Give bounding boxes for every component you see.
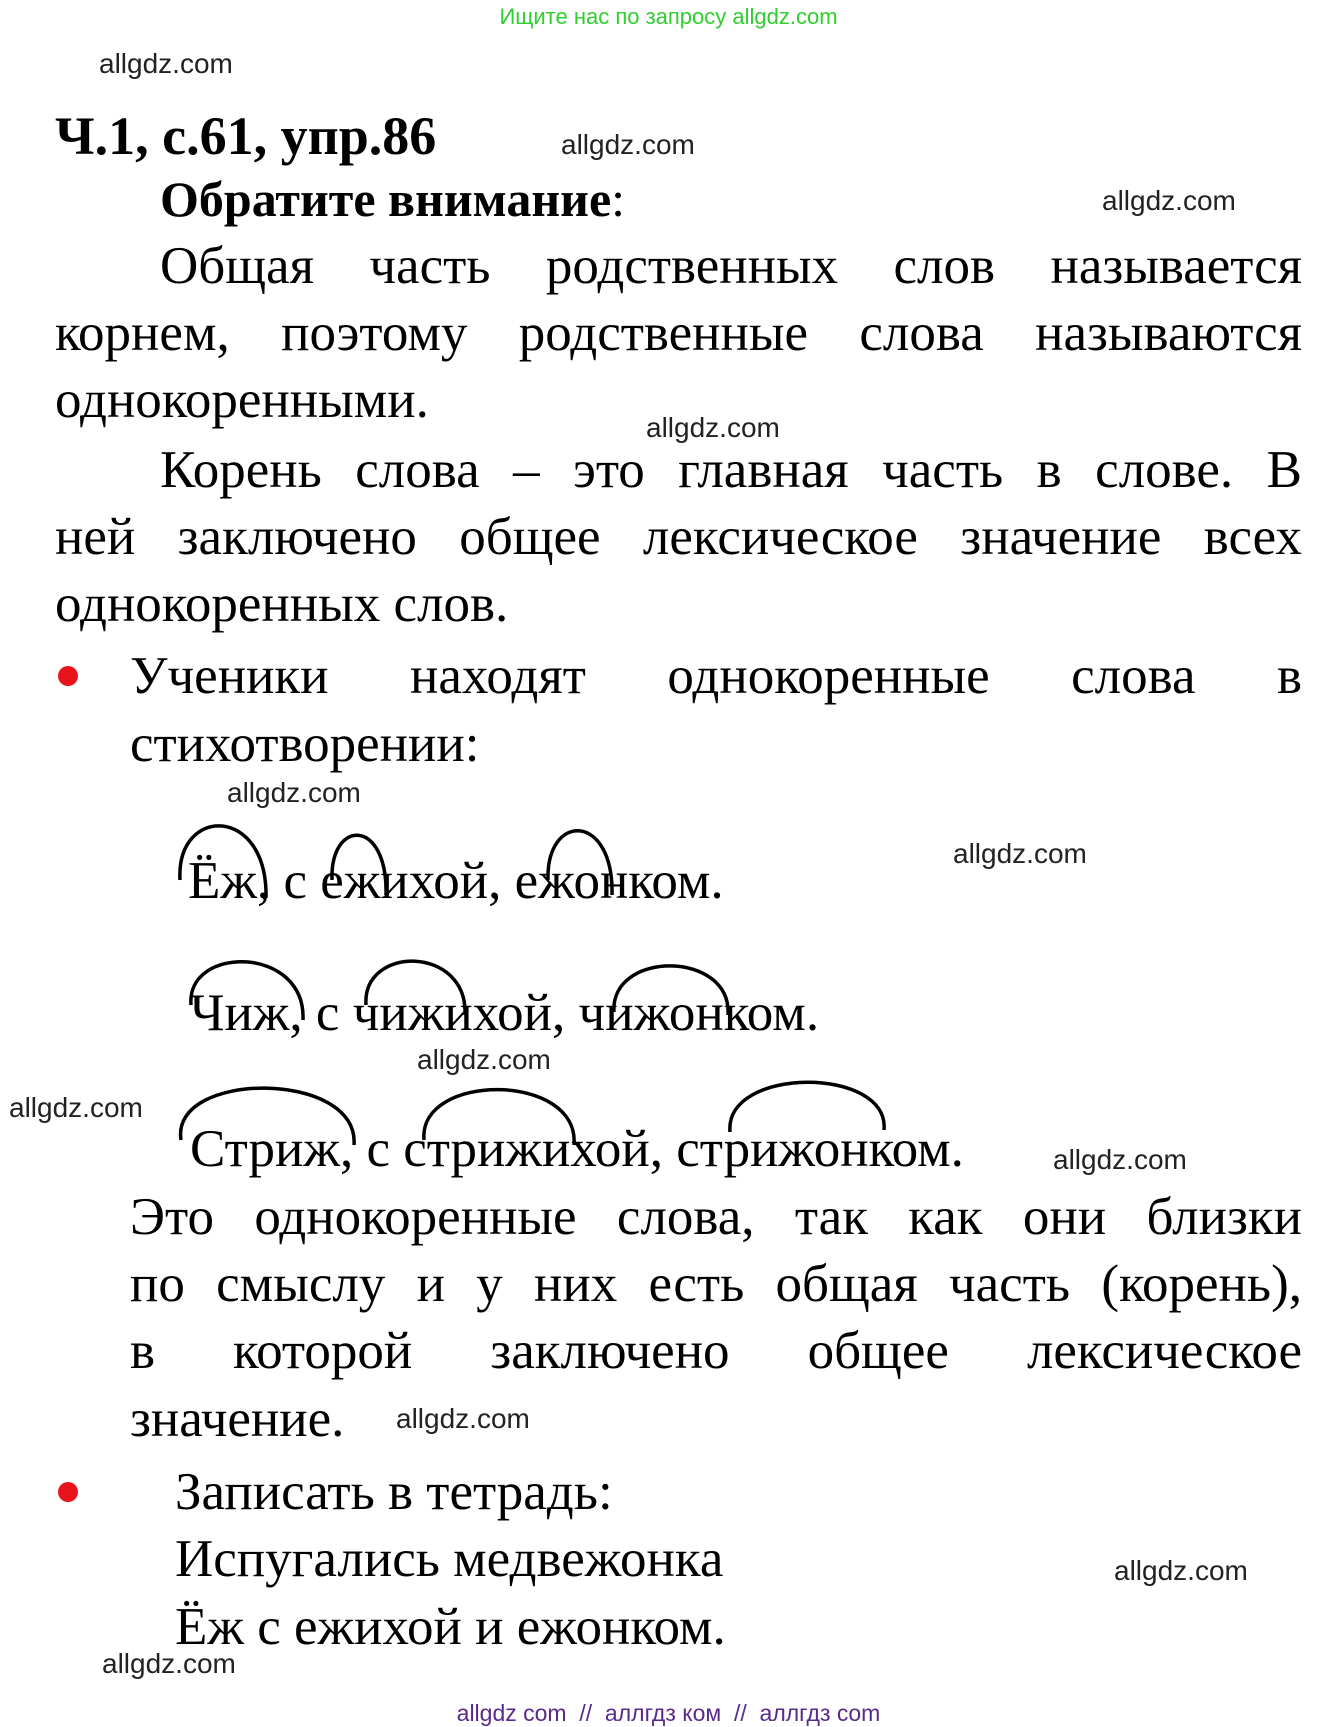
page-title: Ч.1, с.61, упр.86 <box>55 106 437 166</box>
watermark: allgdz.com <box>646 412 780 443</box>
root-arc-icon <box>332 835 386 895</box>
watermark: allgdz.com <box>953 838 1087 869</box>
root-arc-icon <box>730 1082 884 1132</box>
root-arc-icon <box>366 961 465 1015</box>
poem-line: Чиж, с чижихой, чижонком. <box>190 984 820 1042</box>
poem-line: Стриж, с стрижихой, стрижонком. <box>190 1120 964 1178</box>
watermark: allgdz.com <box>417 1044 551 1075</box>
note-heading-text: Обратите внимание <box>160 171 612 227</box>
watermark: allgdz.com <box>561 129 695 160</box>
root-arc-icon <box>614 966 728 1015</box>
watermark: allgdz.com <box>102 1648 236 1679</box>
bullet-line: стихотворении: <box>130 715 480 773</box>
paragraph-line: однокоренных слов. <box>55 575 509 633</box>
poem-line: Ёж, с ежихой, ежонком. <box>188 852 724 910</box>
paragraph-line: Корень слова – это главная часть в слове. В <box>160 441 1302 499</box>
paragraph-line: Это однокоренные слова, так как они близки <box>130 1188 1302 1246</box>
paragraph-line: в которой заключено общее лексическое <box>130 1322 1302 1380</box>
paragraph-line: ней заключено общее лексическое значение всех <box>55 508 1302 566</box>
bullet-line: Испугались медвежонка <box>175 1530 724 1588</box>
watermark: allgdz.com <box>227 777 361 808</box>
paragraph-line: Общая часть родственных слов называется <box>160 237 1302 295</box>
paragraph-line: по смыслу и у них есть общая часть (корень), <box>130 1255 1302 1313</box>
watermark: allgdz.com <box>396 1403 530 1434</box>
watermark: allgdz.com <box>1053 1144 1187 1175</box>
root-arc-icon <box>191 962 303 1020</box>
paragraph-line: однокоренными. <box>55 371 429 429</box>
watermark: allgdz.com <box>99 48 233 79</box>
bullet-marker <box>58 1482 78 1502</box>
paragraph-line: значение. <box>130 1390 345 1448</box>
root-arc-icon <box>180 826 266 898</box>
watermark: allgdz.com <box>9 1092 143 1123</box>
root-arc-icon <box>548 831 612 895</box>
watermark: allgdz.com <box>1102 185 1236 216</box>
footer-links: allgdz com // аллгдз ком // аллгдз com <box>456 1700 881 1726</box>
search-hint: Ищите нас по запросу allgdz.com <box>499 4 838 29</box>
root-arc-icon <box>181 1088 355 1145</box>
bullet-line: Записать в тетрадь: <box>175 1463 613 1521</box>
note-colon: : <box>611 171 626 227</box>
bullet-line: Ученики находят однокоренные слова в <box>130 647 1302 705</box>
paragraph-line: корнем, поэтому родственные слова называются <box>55 304 1302 362</box>
watermark: allgdz.com <box>1114 1555 1248 1586</box>
root-arc-icon <box>424 1090 574 1145</box>
bullet-line: Ёж с ежихой и ежонком. <box>175 1598 726 1656</box>
